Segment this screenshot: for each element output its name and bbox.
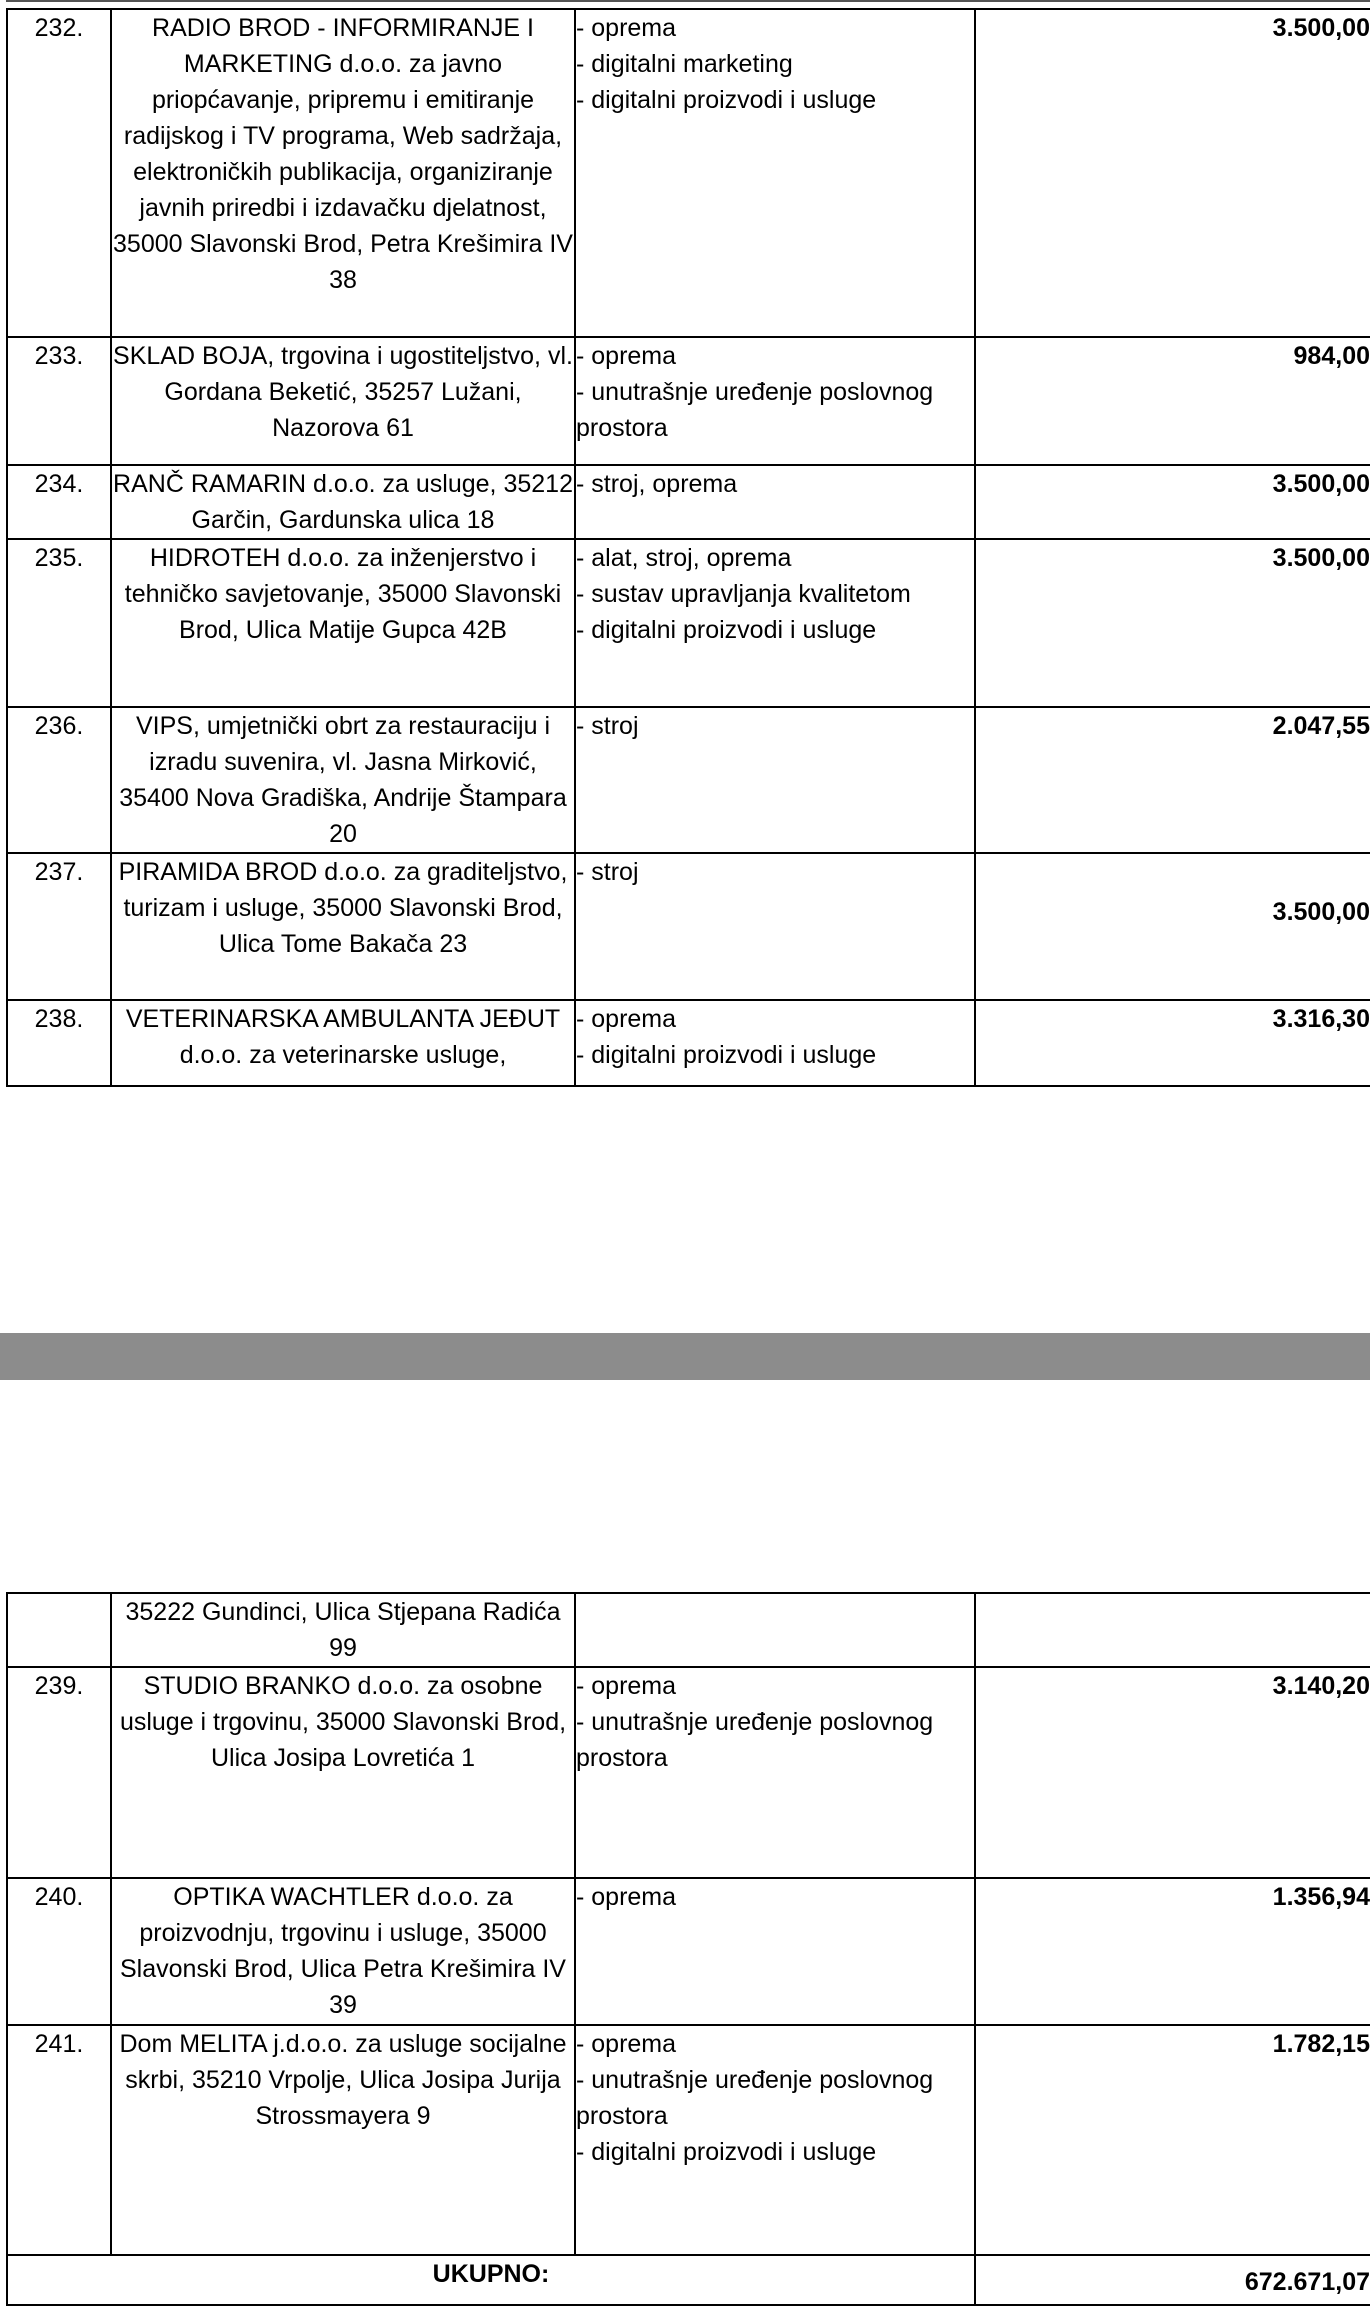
purpose-item: - oprema xyxy=(576,14,677,42)
purpose-list xyxy=(575,707,975,853)
purpose-item: - oprema xyxy=(576,2030,677,2058)
table-row xyxy=(7,9,1370,337)
row-number: 232. xyxy=(7,9,111,337)
amount: 3.316,30 xyxy=(975,1000,1370,1086)
amount: 3.500,00 xyxy=(975,853,1370,1000)
amount: 3.500,00 xyxy=(975,9,1370,337)
recipient-name: RADIO BROD - INFORMIRANJE I MARKETING d.o.o. za javno priopćavanje, pripremu i emitiranje radijskog i TV programa, Web sadržaja, elektroničkih publikacija, organiziranje javnih priredbi i izdavačku djelatnost, 35000 Slavonski Brod, Petra Krešimira IV 38 xyxy=(111,9,575,337)
purpose-item: - sustav upravljanja kvalitetom xyxy=(576,580,911,608)
grants-table-bottom xyxy=(6,1592,1370,2306)
recipient-name: Dom MELITA j.d.o.o. za usluge socijalne skrbi, 35210 Vrpolje, Ulica Josipa Jurija Strossmayera 9 xyxy=(111,2025,575,2255)
purpose-list xyxy=(575,853,975,1000)
purpose-list xyxy=(575,465,975,539)
page-divider xyxy=(0,1333,1370,1380)
amount: 2.047,55 xyxy=(975,707,1370,853)
recipient-name: RANČ RAMARIN d.o.o. za usluge, 35212 Garčin, Gardunska ulica 18 xyxy=(111,465,575,539)
grants-table-bottom-body xyxy=(7,1593,1370,2255)
total-label: UKUPNO: xyxy=(7,2255,975,2305)
amount: 1.782,15 xyxy=(975,2025,1370,2255)
grants-table-top xyxy=(6,8,1370,1087)
table-row xyxy=(7,707,1370,853)
table-row xyxy=(7,465,1370,539)
recipient-name: HIDROTEH d.o.o. za inženjerstvo i tehničko savjetovanje, 35000 Slavonski Brod, Ulica Matije Gupca 42B xyxy=(111,539,575,707)
amount: 984,00 xyxy=(975,337,1370,465)
row-number: 233. xyxy=(7,337,111,465)
recipient-name: VETERINARSKA AMBULANTA JEĐUT d.o.o. za veterinarske usluge, xyxy=(111,1000,575,1086)
page-top-rule xyxy=(6,0,1370,2)
table-row xyxy=(7,2025,1370,2255)
row-number: 240. xyxy=(7,1878,111,2025)
table-row xyxy=(7,1000,1370,1086)
purpose-item: - digitalni proizvodi i usluge xyxy=(576,2138,877,2166)
purpose-item: - digitalni proizvodi i usluge xyxy=(576,616,877,644)
purpose-list xyxy=(575,1593,975,1667)
purpose-item: - digitalni proizvodi i usluge xyxy=(576,86,877,114)
table-row xyxy=(7,1593,1370,1667)
amount: 3.140,20 xyxy=(975,1667,1370,1878)
purpose-list xyxy=(575,1000,975,1086)
recipient-name: OPTIKA WACHTLER d.o.o. za proizvodnju, trgovinu i usluge, 35000 Slavonski Brod, Ulica Petra Krešimira IV 39 xyxy=(111,1878,575,2025)
document-page-bottom xyxy=(0,1380,1370,2296)
amount: 3.500,00 xyxy=(975,465,1370,539)
purpose-item: - unutrašnje uređenje poslovnog prostora xyxy=(576,2066,934,2130)
table-row xyxy=(7,1667,1370,1878)
row-number: 239. xyxy=(7,1667,111,1878)
purpose-item: - stroj, oprema xyxy=(576,470,738,498)
table-row xyxy=(7,853,1370,1000)
recipient-name: VIPS, umjetnički obrt za restauraciju i izradu suvenira, vl. Jasna Mirković, 35400 Nova Gradiška, Andrije Štampara 20 xyxy=(111,707,575,853)
recipient-name: STUDIO BRANKO d.o.o. za osobne usluge i trgovinu, 35000 Slavonski Brod, Ulica Josipa Lovretića 1 xyxy=(111,1667,575,1878)
row-number xyxy=(7,1593,111,1667)
purpose-list xyxy=(575,1667,975,1878)
purpose-item: - oprema xyxy=(576,1672,677,1700)
purpose-item: - digitalni marketing xyxy=(576,50,793,78)
row-number: 235. xyxy=(7,539,111,707)
purpose-item: - oprema xyxy=(576,1005,677,1033)
purpose-list xyxy=(575,2025,975,2255)
grants-table-top-body xyxy=(7,9,1370,1086)
row-number: 234. xyxy=(7,465,111,539)
row-number: 238. xyxy=(7,1000,111,1086)
purpose-item: - stroj xyxy=(576,712,639,740)
total-amount: 672.671,07 xyxy=(975,2255,1370,2305)
purpose-item: - oprema xyxy=(576,1883,677,1911)
row-number: 241. xyxy=(7,2025,111,2255)
purpose-list xyxy=(575,337,975,465)
purpose-item: - stroj xyxy=(576,858,639,886)
recipient-name: 35222 Gundinci, Ulica Stjepana Radića 99 xyxy=(111,1593,575,1667)
table-row xyxy=(7,337,1370,465)
total-row xyxy=(7,2255,1370,2305)
purpose-list xyxy=(575,9,975,337)
row-number: 236. xyxy=(7,707,111,853)
purpose-item: - unutrašnje uređenje poslovnog prostora xyxy=(576,1708,934,1772)
recipient-name: SKLAD BOJA, trgovina i ugostiteljstvo, vl. Gordana Beketić, 35257 Lužani, Nazorova 61 xyxy=(111,337,575,465)
recipient-name: PIRAMIDA BROD d.o.o. za graditeljstvo, turizam i usluge, 35000 Slavonski Brod, Ulica Tome Bakača 23 xyxy=(111,853,575,1000)
purpose-item: - unutrašnje uređenje poslovnog prostora xyxy=(576,378,934,442)
purpose-list xyxy=(575,1878,975,2025)
purpose-list xyxy=(575,539,975,707)
amount: 1.356,94 xyxy=(975,1878,1370,2025)
purpose-item: - alat, stroj, oprema xyxy=(576,544,792,572)
amount: 3.500,00 xyxy=(975,539,1370,707)
purpose-item: - oprema xyxy=(576,342,677,370)
table-row xyxy=(7,1878,1370,2025)
purpose-item: - digitalni proizvodi i usluge xyxy=(576,1041,877,1069)
row-number: 237. xyxy=(7,853,111,1000)
amount xyxy=(975,1593,1370,1667)
table-row xyxy=(7,539,1370,707)
